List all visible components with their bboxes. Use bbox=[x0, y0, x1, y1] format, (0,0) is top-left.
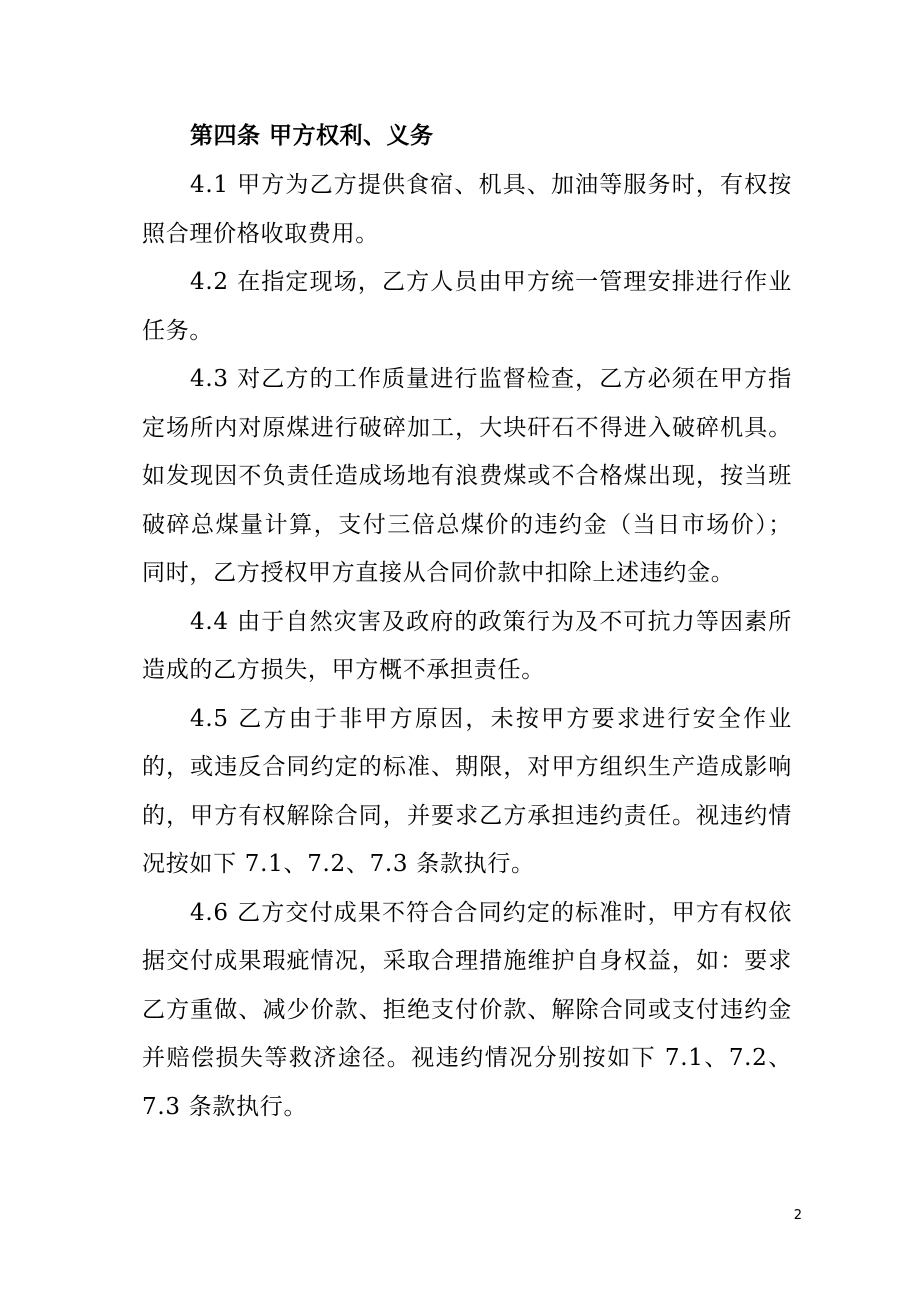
clause-4-4: 4.4 由于自然灾害及政府的政策行为及不可抗力等因素所造成的乙方损失，甲方概不承担责任。 bbox=[142, 608, 792, 683]
clause-4-6: 4.6 乙方交付成果不符合合同约定的标准时，甲方有权依据交付成果瑕疵情况，采取合理措施维护自身权益，如：要求乙方重做、减少价款、拒绝支付价款、解除合同或支付违约金并赔偿损失等救济途径。视违约情况分别按如下 7.1、7.2、7.3 条款执行。 bbox=[142, 899, 792, 1120]
clause-4-2: 4.2 在指定现场，乙方人员由甲方统一管理安排进行作业任务。 bbox=[142, 269, 792, 344]
clause-4-1: 4.1 甲方为乙方提供食宿、机具、加油等服务时，有权按照合理价格收取费用。 bbox=[142, 172, 792, 247]
page-body bbox=[142, 112, 792, 1131]
page-number: 2 bbox=[793, 1208, 802, 1223]
section-heading: 第四条 甲方权利、义务 bbox=[190, 123, 434, 149]
clause-4-5: 4.5 乙方由于非甲方原因，未按甲方要求进行安全作业的，或违反合同约定的标准、期限，对甲方组织生产造成影响的，甲方有权解除合同，并要求乙方承担违约责任。视违约情况按如下 7.1、7.2、7.3 条款执行。 bbox=[142, 705, 792, 877]
clause-4-3: 4.3 对乙方的工作质量进行监督检查，乙方必须在甲方指定场所内对原煤进行破碎加工，大块矸石不得进入破碎机具。如发现因不负责任造成场地有浪费煤或不合格煤出现，按当班破碎总煤量计算，支付三倍总煤价的违约金（当日市场价）；同时，乙方授权甲方直接从合同价款中扣除上述违约金。 bbox=[142, 366, 792, 586]
